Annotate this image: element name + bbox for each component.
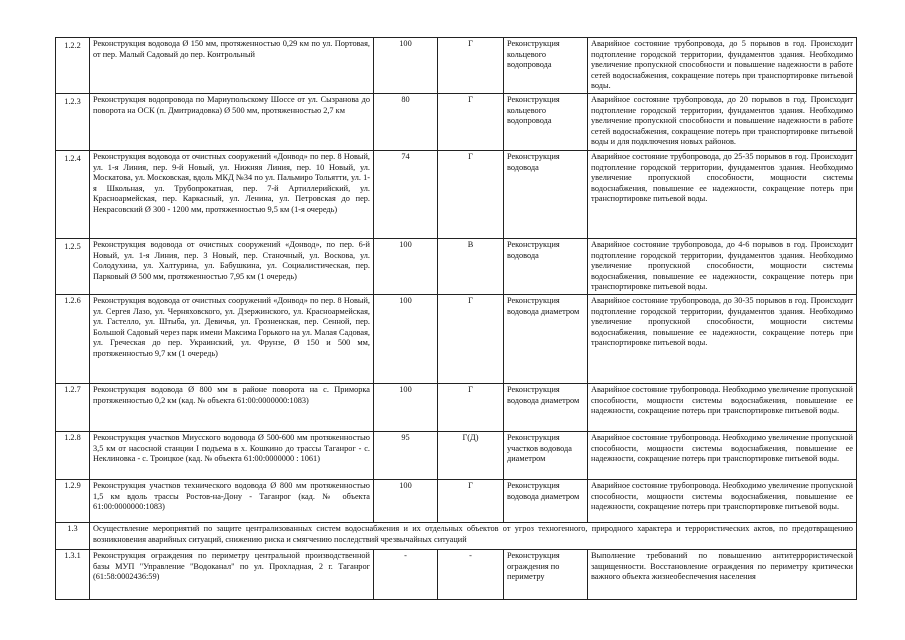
row-description: Реконструкция водовода Ø 800 мм в районе поворота на с. Приморка протяженностью 0,2 км (кад. № объекта 61:00:0000000:1083) [90,383,374,431]
row-reason: Аварийное состояние трубопровода. Необходимо увеличение пропускной способности, мощности системы водоснабжения, повышение ее надежности, сокращение потерь при транспортировке питьевой воды. [588,383,857,431]
row-length: 100 [374,479,438,522]
row-length: - [374,549,438,599]
row-number: 1.2.4 [56,150,90,238]
row-reason: Аварийное состояние трубопровода, до 30-35 порывов в год. Происходит подтопление городской территории, фундаментов здания. Необходимо увеличение пропускной способности, мощности системы водоснабжения, повышение ее надежности, сокращение потерь при транспортировке питьевой воды. [588,294,857,383]
row-length: 100 [374,238,438,294]
row-number: 1.2.3 [56,93,90,150]
row-category: Г [438,150,504,238]
row-type: Реконструкция водовода диаметром [504,479,588,522]
table-row [56,93,857,150]
measures-table [55,37,857,600]
row-type: Реконструкция водовода диаметром [504,383,588,431]
row-number: 1.2.2 [56,38,90,94]
row-number: 1.2.7 [56,383,90,431]
row-category: Г [438,383,504,431]
row-reason: Аварийное состояние трубопровода. Необходимо увеличение пропускной способности, мощности системы водоснабжения, повышение ее надежности, сокращение потерь при транспортировке питьевой воды. [588,431,857,479]
table-row [56,383,857,431]
row-type: Реконструкция ограждения по периметру [504,549,588,599]
row-number: 1.3.1 [56,549,90,599]
row-category: Г [438,38,504,94]
row-description: Реконструкция участков технического водовода Ø 800 мм протяженностью 1,5 км вдоль трассы Ростов-на-Дону - Таганрог (кад. № объекта 61:00:0000000:1083) [90,479,374,522]
row-length: 100 [374,294,438,383]
row-length: 74 [374,150,438,238]
row-description: Реконструкция водопровода по Мариупольскому Шоссе от ул. Сызранова до поворота на ОСК (п. Дмитриадовка) Ø 500 мм, протяженностью 2,7 км [90,93,374,150]
row-description: Реконструкция водовода от очистных сооружений «Донвод» по пер. 8 Новый, ул. 1-я Линия, пер. 9-й Новый, ул. Нижняя Линия, пер. 10 Новый, ул. Москатова, ул. Московская, вдоль МКД №34 по ул. Пальмиро Тольятти, ул. 1-я Школьная, ул. Трубопрокатная, пер. 7-й Артиллерийский, ул. Красноармейская, пер. Каркасный, ул. Ленина, ул. Петровская до пер. Некрасовский Ø 300 - 1200 мм, протяженностью 9,5 км (1-я очередь) [90,150,374,238]
row-reason: Аварийное состояние трубопровода, до 4-6 порывов в год. Происходит подтопление городской территории, фундаментов здания. Необходимо увеличение пропускной способности, мощности системы водоснабжения, повышение ее надежности, сокращение потерь при транспортировке питьевой воды. [588,238,857,294]
row-type: Реконструкция водовода [504,238,588,294]
row-reason: Аварийное состояние трубопровода, до 20 порывов в год. Происходит подтопление городской территории, фундаментов здания. Необходимо увеличение пропускной способности и повышение надежности в работе сетей водоснабжения, сокращение потерь при транспортировке питьевой воды и для подключения новых районов. [588,93,857,150]
table-row [56,549,857,599]
row-description: Реконструкция ограждения по периметру центральной производственной базы МУП "Управление "Водоканал" по ул. Прохладная, 2 г. Таганрог (61:58:0002436:59) [90,549,374,599]
row-number: 1.2.5 [56,238,90,294]
table-row [56,431,857,479]
table-row [56,238,857,294]
table-row [56,294,857,383]
row-type: Реконструкция кольцевого водопровода [504,38,588,94]
row-category: В [438,238,504,294]
table-row [56,479,857,522]
row-category: Г [438,294,504,383]
row-category: Г(Д) [438,431,504,479]
row-category: Г [438,479,504,522]
row-length: 80 [374,93,438,150]
section-title: Осуществление мероприятий по защите централизованных систем водоснабжения и их отдельных объектов от угроз техногенного, природного характера и террористических актов, по предотвращению возникновения аварийных ситуаций, снижению риска и смягчению последствий чрезвычайных ситуаций [90,522,857,549]
row-type: Реконструкция кольцевого водопровода [504,93,588,150]
section-row [56,522,857,549]
row-reason: Аварийное состояние трубопровода, до 5 порывов в год. Происходит подтопление городской территории, фундаментов здания. Необходимо увеличение пропускной способности и повышение надежности в работе сетей водоснабжения, сокращение потерь при транспортировке питьевой воды. [588,38,857,94]
row-reason: Аварийное состояние трубопровода. Необходимо увеличение пропускной способности, мощности системы водоснабжения, повышение ее надежности, сокращение потерь при транспортировке питьевой воды. [588,479,857,522]
row-type: Реконструкция водовода [504,150,588,238]
section-number: 1.3 [56,522,90,549]
row-number: 1.2.8 [56,431,90,479]
table-row [56,38,857,94]
row-length: 95 [374,431,438,479]
row-category: - [438,549,504,599]
row-number: 1.2.6 [56,294,90,383]
row-reason: Аварийное состояние трубопровода, до 25-35 порывов в год. Происходит подтопление городской территории, фундаментов здания. Необходимо увеличение пропускной способности, мощности системы водоснабжения, повышение ее надежности, сокращение потерь при транспортировке питьевой воды. [588,150,857,238]
row-description: Реконструкция водовода от очистных сооружений «Донвод», по пер. 6-й Новый, ул. 1-я Линия, пер. 3 Новый, пер. Станочный, ул. Воскова, ул. Солодухина, ул. Халтурина, ул. Бабушкина, ул. Социалистическая, пер. Парковый Ø 500 мм, протяженностью 7,95 км (1 очередь) [90,238,374,294]
row-description: Реконструкция участков Миусского водовода Ø 500-600 мм протяженностью 3,5 км от насосной станции I подъема в х. Кошкино до трассы Таганрог - с. Неклиновка - с. Троицкое (кад. № объекта 61:00:0000000 : 1061) [90,431,374,479]
row-length: 100 [374,383,438,431]
row-description: Реконструкция водовода от очистных сооружений «Донвод» по пер. 8 Новый, ул. Сергея Лазо, ул. Черняховского, ул. Дзержинского, ул. Красноармейская, ул. Гастелло, ул. Штыба, ул. Девичья, ул. Грозненская, пер. Сенной, пер. Большой Садовый через парк имени Максима Горького на ул. Малая Садовая, ул. Греческая до пер. Украинский, ул. Фрунзе, Ø 150 и 500 мм, протяженностью 9,7 км (1 очередь) [90,294,374,383]
row-number: 1.2.9 [56,479,90,522]
row-type: Реконструкция водовода диаметром [504,294,588,383]
row-description: Реконструкция водовода Ø 150 мм, протяженностью 0,29 км по ул. Портовая, от пер. Малый Садовый до пер. Контрольный [90,38,374,94]
row-category: Г [438,93,504,150]
row-type: Реконструкция участков водовода диаметром [504,431,588,479]
row-reason: Выполнение требований по повышению антитеррористической защищенности. Восстановление ограждения по периметру критически важного объекта жизнеобеспечения населения [588,549,857,599]
table-row [56,150,857,238]
row-length: 100 [374,38,438,94]
